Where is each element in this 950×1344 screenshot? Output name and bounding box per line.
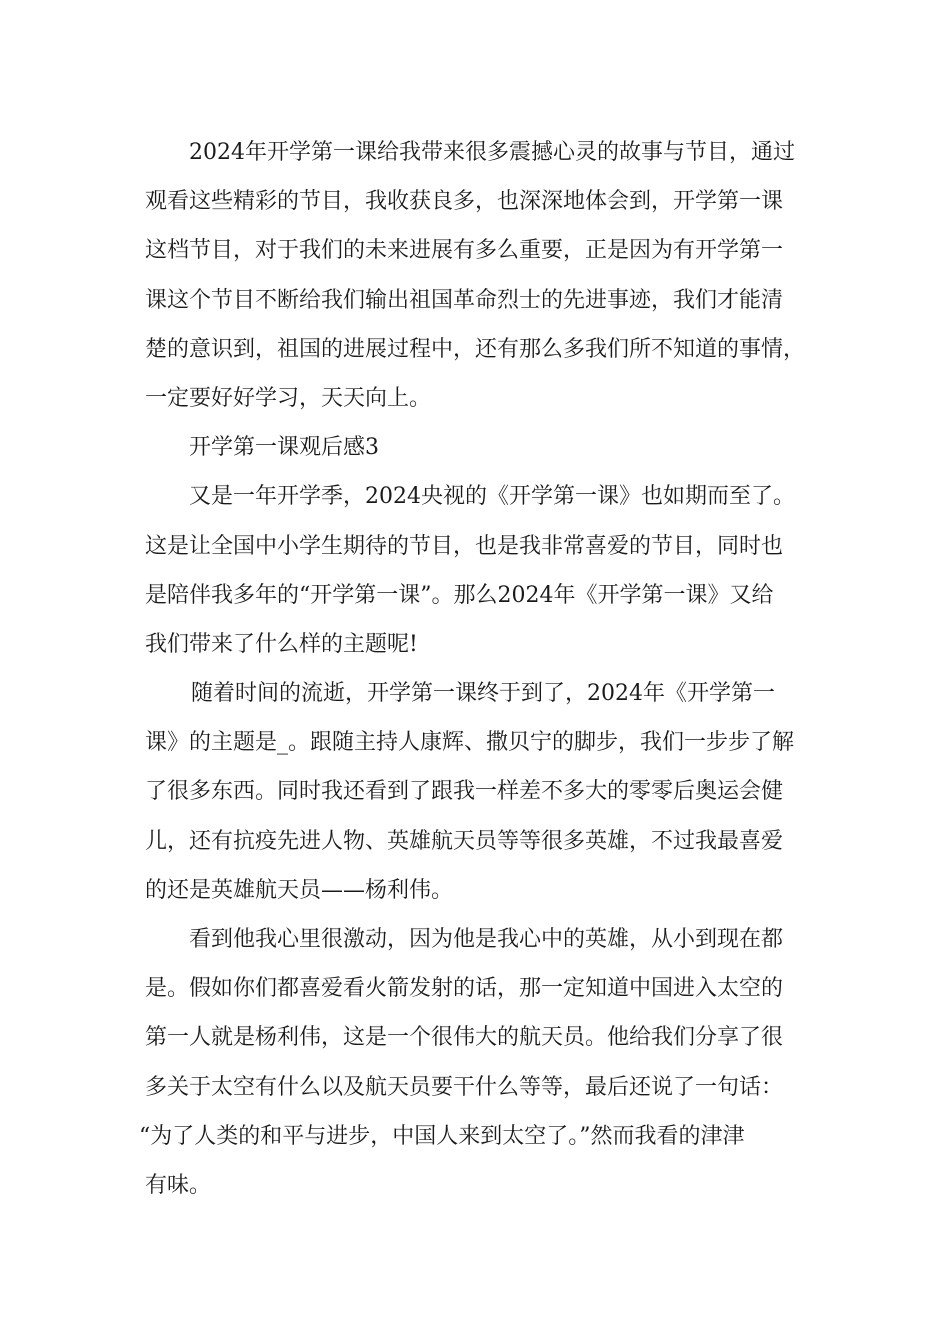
- paragraph-1-line-4: 课这个节目不断给我们输出祖国革命烈士的先进事迹，我们才能清: [145, 287, 784, 313]
- paragraph-1-line-6: 一定要好好学习，天天向上。: [145, 385, 432, 411]
- paragraph-3-line-2: 课》的主题是_。跟随主持人康辉、撒贝宁的脚步，我们一步步了解: [145, 730, 795, 756]
- paragraph-2-line-2: 这是让全国中小学生期待的节目，也是我非常喜爱的节目，同时也: [145, 533, 784, 559]
- paragraph-3-line-4: 儿，还有抗疫先进人物、英雄航天员等等很多英雄，不过我最喜爱: [145, 828, 784, 854]
- paragraph-4-line-5: “为了人类的和平与进步，中国人来到太空了。”然而我看的津津: [139, 1123, 745, 1149]
- paragraph-3-line-1: 随着时间的流逝，开学第一课终于到了，2024年《开学第一: [191, 681, 775, 707]
- paragraph-2-line-1: 又是一年开学季，2024央视的《开学第一课》也如期而至了。: [189, 484, 795, 510]
- paragraph-2-line-4: 我们带来了什么样的主题呢!: [145, 631, 418, 657]
- paragraph-4-line-4: 多关于太空有什么以及航天员要干什么等等，最后还说了一句话：: [145, 1074, 784, 1100]
- section-heading: 开学第一课观后感3: [189, 435, 379, 461]
- paragraph-4-line-3: 第一人就是杨利伟，这是一个很伟大的航天员。他给我们分享了很: [145, 1025, 784, 1051]
- paragraph-4-line-6: 有味。: [145, 1172, 212, 1198]
- document-body: [139, 128, 810, 1210]
- paragraph-1-line-2: 观看这些精彩的节目，我收获良多，也深深地体会到，开学第一课: [145, 189, 784, 215]
- paragraph-4-line-1: 看到他我心里很激动，因为他是我心中的英雄，从小到现在都: [189, 927, 784, 952]
- paragraph-1-line-1: 2024年开学第一课给我带来很多震撼心灵的故事与节目，通过: [189, 140, 795, 165]
- paragraph-2-line-3: 是陪伴我多年的“开学第一课”。那么2024年《开学第一课》又给: [145, 582, 774, 608]
- paragraph-1-line-3: 这档节目，对于我们的未来进展有多么重要，正是因为有开学第一: [145, 238, 784, 264]
- paragraph-4-line-2: 是。假如你们都喜爱看火箭发射的话，那一定知道中国进入太空的: [145, 976, 784, 1002]
- paragraph-1-line-5: 楚的意识到，祖国的进展过程中，还有那么多我们所不知道的事情，: [145, 336, 806, 362]
- paragraph-3-line-5: 的还是英雄航天员——杨利伟。: [145, 877, 454, 903]
- paragraph-3-line-3: 了很多东西。同时我还看到了跟我一样差不多大的零零后奥运会健: [145, 779, 784, 805]
